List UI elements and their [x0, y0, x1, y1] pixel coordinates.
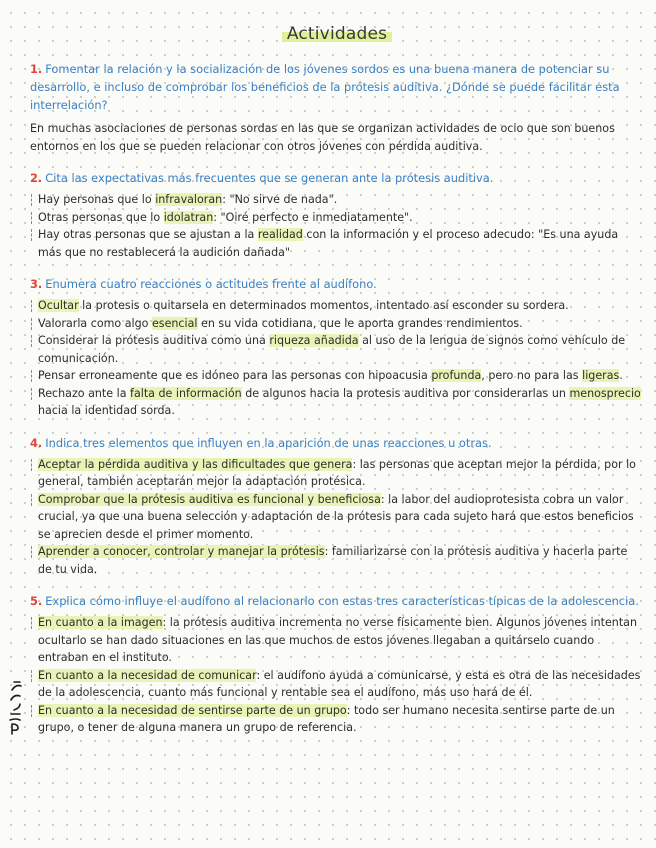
item-text: al uso de la lengua de signos como vehículo de comunicación.: [38, 334, 626, 365]
question-text: Indica tres elementos que influyen en la aparición de unas reacciones u otras.: [45, 435, 492, 450]
list-item: [30, 209, 644, 227]
item-text: : las personas que aceptan mejor la pérdida, por lo general, también aceptarán mejor la adaptación protésica.: [38, 457, 636, 488]
notes-page: [30, 24, 644, 737]
highlighted-term: Aceptar la pérdida auditiva y las dificultades que genera: [38, 457, 353, 471]
question-text: Enumera cuatro reacciones o actitudes frente al audífono.: [45, 277, 377, 291]
content-area: [30, 60, 644, 737]
handwritten-signature: [6, 680, 28, 736]
question-text: Explica cómo influye el audífono al relacionarlo con estas tres características típicas de la adolescencia.: [45, 594, 639, 608]
question-text: Cita las expectativas más frecuentes que se generan ante la prótesis auditiva.: [45, 171, 494, 185]
highlighted-term: riqueza añadida: [269, 334, 359, 347]
item-text: , pero no para las: [481, 369, 583, 382]
answer-list: [30, 191, 644, 261]
item-text: : familiarizarse con la prótesis auditiva y hacerla parte de tu vida.: [38, 545, 628, 576]
highlighted-term: menosprecio: [569, 386, 641, 400]
highlighted-term: ligeras: [582, 369, 620, 382]
item-text: .: [619, 369, 623, 382]
item-text: Hay personas que lo: [38, 193, 156, 206]
answer-list: [30, 614, 644, 737]
list-item: [30, 332, 644, 367]
highlighted-term: infravaloran: [155, 193, 223, 206]
page-title: Actividades: [282, 24, 392, 44]
item-text: Pensar erroneamente que es idóneo para las personas con hipoacusia: [38, 369, 432, 382]
highlighted-term: Comprobar que la prótesis auditiva es funcional y beneficiosa: [38, 492, 381, 506]
item-text: en su vida cotidiana, que le aporta grandes rendimientos.: [197, 316, 523, 330]
list-item: [30, 226, 644, 261]
question-5: [30, 592, 644, 610]
question-number: 2.: [30, 171, 43, 185]
list-item: [30, 491, 644, 544]
list-item: [30, 315, 644, 333]
item-text: Rechazo ante la: [38, 386, 131, 400]
answer-text: En muchas asociaciones de personas sordas en las que se organizan actividades de ocio que son buenos entornos en los que se pueden relacionar con otros jóvenes con pérdida auditiva.: [30, 122, 615, 153]
highlighted-term: realidad: [257, 228, 303, 241]
list-item: [30, 385, 644, 420]
list-item: [30, 367, 644, 385]
question-number: 3.: [30, 277, 43, 291]
highlighted-term: idolatran: [163, 210, 214, 224]
list-item: [30, 702, 644, 737]
item-text: Valorarla como algo: [38, 316, 152, 330]
highlighted-term: esencial: [151, 316, 198, 330]
highlighted-term: falta de información: [130, 386, 242, 400]
item-text: Considerar la prótesis auditiva como una: [38, 334, 270, 347]
item-text: Otras personas que lo: [38, 210, 164, 224]
question-number: 4.: [30, 435, 43, 450]
question-3: [30, 275, 644, 293]
highlighted-term: Aprender a conocer, controlar y manejar la prótesis: [38, 545, 325, 558]
highlighted-term: En cuanto a la necesidad de sentirse parte de un grupo: [38, 703, 347, 717]
highlighted-term: Ocultar: [38, 299, 79, 312]
item-text: : "Oiré perfecto e inmediatamente".: [213, 210, 413, 224]
item-text: : "No sirve de nada".: [222, 193, 338, 206]
list-item: [30, 191, 644, 209]
item-text: : la prótesis auditiva incrementa no verse físicamente bien. Algunos jóvenes intentan ocultarlo se han dado situaciones en las que muchos de estos jóvenes llegaban a quitárselo cuando entraban en el instituto.: [38, 616, 638, 664]
list-item: [30, 297, 644, 315]
list-item: [30, 667, 644, 702]
question-text: Fomentar la relación y la socialización de los jóvenes sordos es una buena manera de potenciar su desarrollo, e incluso de comprobar los beneficios de la prótesis auditiva. ¿Dónde se puede facilitar esta interrelación?: [30, 62, 620, 112]
item-text: la protesis o quitarsela en determinados momentos, intentado así esconder su sordera.: [78, 299, 569, 312]
answer-list: [30, 456, 644, 579]
question-number: 5.: [30, 594, 43, 608]
question-4: [30, 434, 644, 452]
question-number: 1.: [30, 62, 43, 76]
answer-list: [30, 297, 644, 420]
item-text: : todo ser humano necesita sentirse parte de un grupo, o tener de alguna manera un grupo de referencia.: [38, 703, 615, 734]
item-text: : el audífono ayuda a comunicarse, y esta es otra de las necesidades de la adolescencia, cuanto más funcional y rentable sea el audífono, más uso hará de él.: [38, 668, 641, 699]
list-item: [30, 614, 644, 667]
highlighted-term: En cuanto a la imagen: [38, 616, 163, 629]
question-1: [30, 60, 644, 114]
question-2: [30, 169, 644, 187]
list-item: [30, 543, 644, 578]
highlighted-term: En cuanto a la necesidad de comunicar: [38, 668, 257, 682]
item-text: : la labor del audioprotesista cobra un valor crucial, ya que una buena selección y adaptación de la prótesis para cada sujeto hará que estos beneficios se aprecien desde el primer momento.: [38, 492, 634, 541]
item-text: de algunos hacia la protesis auditiva por considerarlas un: [241, 386, 570, 400]
highlighted-term: profunda: [431, 369, 482, 382]
list-item: [30, 456, 644, 491]
item-text: con la información y el proceso adecudo: "Es una ayuda más que no restablecerá la audición dañada": [38, 228, 619, 259]
item-text: hacia la identidad sorda.: [38, 404, 175, 417]
item-text: Hay otras personas que se ajustan a la: [38, 228, 258, 241]
